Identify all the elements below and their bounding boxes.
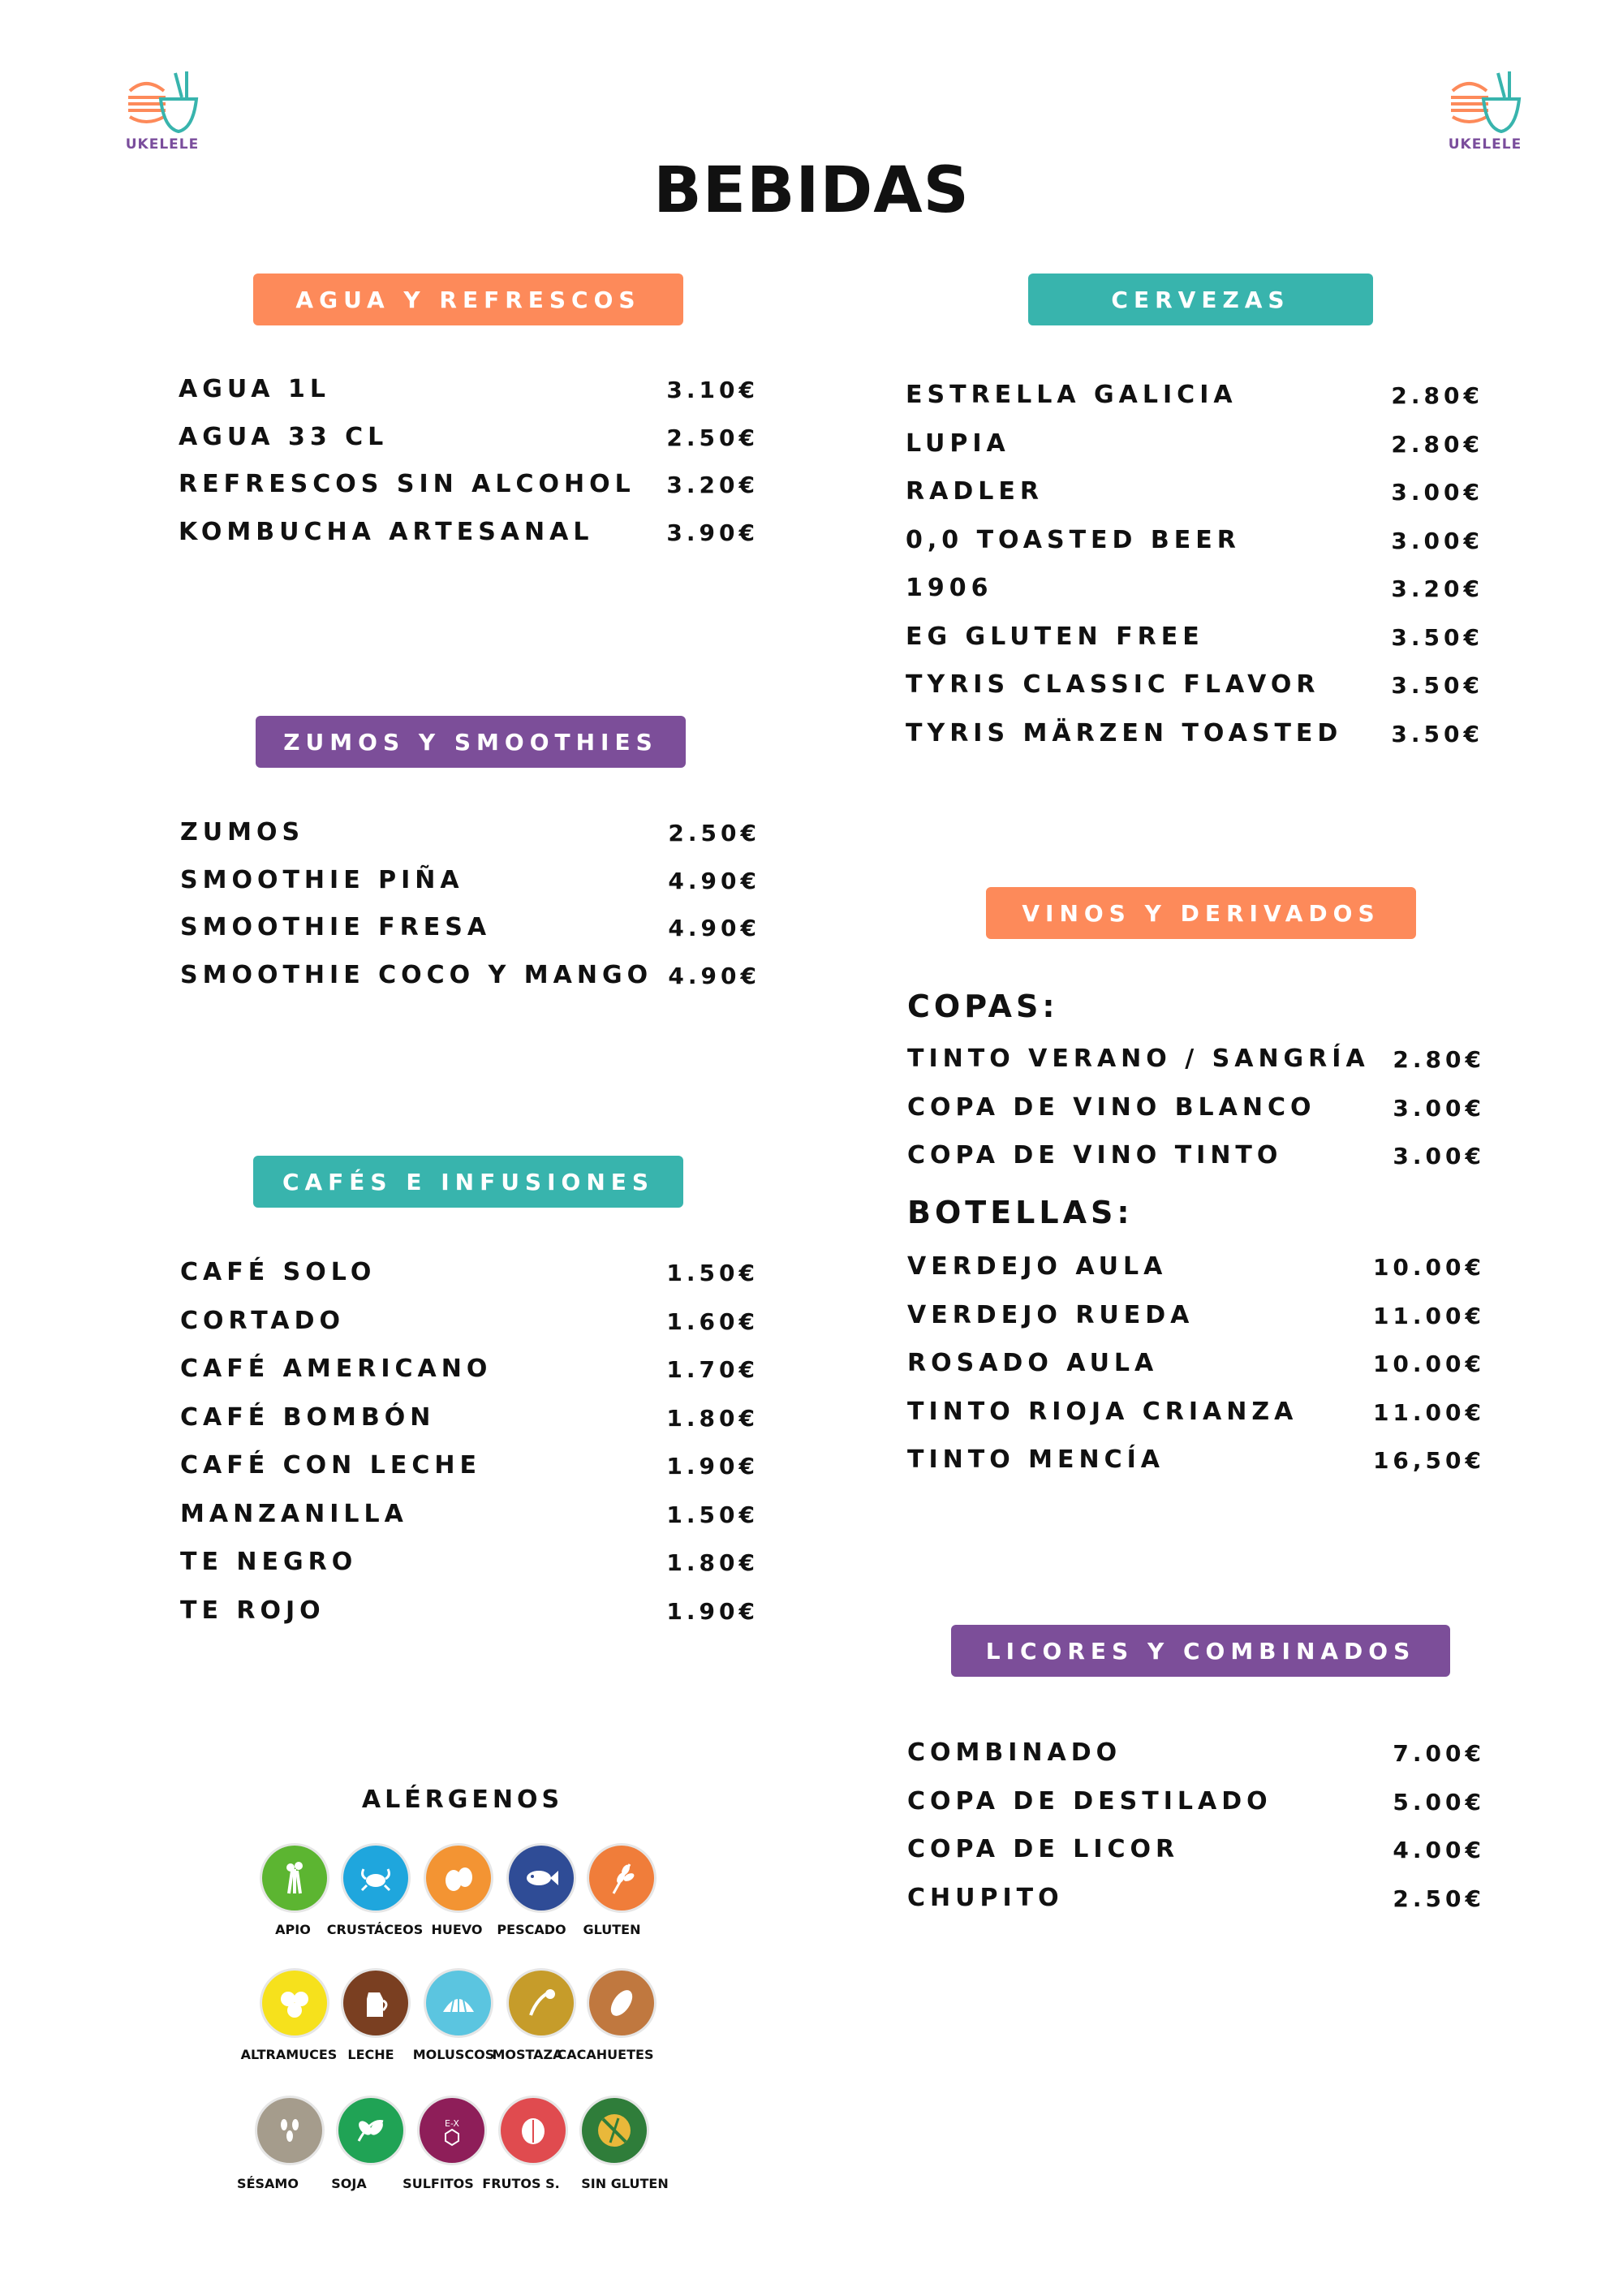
allergen-label: MOLUSCOS	[412, 2047, 495, 2062]
menu-item-price: 7.00€	[1393, 1740, 1485, 1767]
lupin-icon	[262, 1971, 327, 2035]
menu-item-name: KOMBUCHA ARTESANAL	[179, 518, 594, 546]
section-heading-zumos: ZUMOS Y SMOOTHIES	[256, 716, 686, 768]
menu-item-name: CAFÉ BOMBÓN	[180, 1403, 436, 1432]
svg-text:E-X: E-X	[445, 2118, 459, 2129]
section-heading-cervezas: CERVEZAS	[1028, 274, 1373, 325]
allergen-label: CACAHUETES	[557, 2047, 654, 2062]
menu-item-price: 1.90€	[666, 1598, 759, 1625]
brand-name: UKELELE	[125, 136, 200, 153]
menu-item-name: EG GLUTEN FREE	[906, 622, 1204, 651]
menu-item-price: 1.50€	[666, 1501, 759, 1528]
menu-item-price: 10.00€	[1372, 1350, 1485, 1377]
menu-item-price: 4.90€	[668, 963, 760, 989]
celery-icon	[262, 1846, 327, 1910]
allergen-label: CRUSTÁCEOS	[326, 1922, 424, 1937]
menu-item-price: 4.90€	[668, 868, 760, 894]
menu-item-name: SMOOTHIE PIÑA	[180, 866, 464, 894]
menu-item-price: 10.00€	[1372, 1254, 1485, 1281]
allergen-label: SIN GLUTEN	[581, 2176, 669, 2191]
milk-jug-icon	[343, 1971, 408, 2035]
allergens-title: ALÉRGENOS	[361, 1786, 564, 1814]
menu-item-name: MANZANILLA	[180, 1500, 408, 1528]
crab-icon	[343, 1846, 408, 1910]
menu-item-name: COPA DE LICOR	[907, 1835, 1180, 1863]
menu-item-price: 1.60€	[666, 1308, 759, 1335]
allergen-label: MOSTAZA	[492, 2047, 563, 2062]
allergen-label: APIO	[275, 1922, 311, 1937]
menu-item-name: CAFÉ CON LECHE	[180, 1451, 481, 1480]
mustard-icon	[509, 1971, 574, 2035]
menu-item-name: ZUMOS	[180, 818, 305, 846]
menu-item-name: TINTO MENCÍA	[907, 1445, 1165, 1474]
sesame-icon	[257, 2098, 322, 2163]
menu-item-name: TINTO RIOJA CRIANZA	[907, 1398, 1298, 1426]
menu-item-name: AGUA 1L	[179, 375, 330, 403]
menu-item-name: TE NEGRO	[180, 1548, 358, 1576]
menu-item-name: TYRIS MÄRZEN TOASTED	[906, 719, 1343, 747]
allergen-label: SÉSAMO	[237, 2176, 299, 2191]
menu-item-price: 2.50€	[668, 820, 760, 846]
allergen-label: LECHE	[347, 2047, 394, 2062]
menu-item-name: SMOOTHIE FRESA	[180, 913, 492, 941]
section-heading-licores: LICORES Y COMBINADOS	[951, 1625, 1450, 1677]
allergen-label: HUEVO	[431, 1922, 483, 1937]
menu-item-price: 3.00€	[1393, 1143, 1485, 1170]
menu-item-name: 1906	[906, 574, 993, 602]
section-heading-vinos: VINOS Y DERIVADOS	[986, 887, 1416, 939]
menu-item-name: SMOOTHIE COCO Y MANGO	[180, 961, 653, 989]
allergen-label: GLUTEN	[583, 1922, 641, 1937]
menu-item-name: AGUA 33 CL	[179, 423, 389, 451]
section-heading-agua: AGUA Y REFRESCOS	[253, 274, 683, 325]
menu-item-price: 1.50€	[666, 1260, 759, 1286]
peanut-icon	[589, 1971, 654, 2035]
menu-item-price: 1.80€	[666, 1405, 759, 1432]
menu-item-price: 3.20€	[666, 472, 759, 498]
menu-item-price: 3.50€	[1391, 672, 1483, 699]
allergen-label: SOJA	[331, 2176, 367, 2191]
menu-item-price: 3.00€	[1391, 528, 1483, 554]
sulphites-icon	[420, 2098, 484, 2163]
menu-item-price: 5.00€	[1393, 1789, 1485, 1816]
allergen-label: FRUTOS S.	[482, 2176, 560, 2191]
menu-item-name: COMBINADO	[907, 1738, 1122, 1767]
menu-item-name: TINTO VERANO / SANGRÍA	[907, 1045, 1370, 1073]
menu-item-price: 11.00€	[1372, 1303, 1485, 1329]
menu-item-price: 3.90€	[666, 519, 759, 546]
brand-logo-left	[122, 67, 203, 154]
wheat-icon	[589, 1846, 654, 1910]
menu-item-price: 3.50€	[1391, 721, 1483, 747]
gluten-free-icon	[582, 2098, 647, 2163]
soy-icon	[338, 2098, 403, 2163]
allergen-label: ALTRAMUCES	[240, 2047, 338, 2062]
egg-icon	[426, 1846, 491, 1910]
brand-name: UKELELE	[1448, 136, 1522, 153]
menu-item-price: 11.00€	[1372, 1399, 1485, 1426]
menu-item-name: CORTADO	[180, 1307, 346, 1335]
page-title: BEBIDAS	[653, 154, 970, 227]
menu-item-price: 1.70€	[666, 1356, 759, 1383]
brand-logo-right	[1444, 67, 1526, 154]
menu-item-price: 4.00€	[1393, 1837, 1485, 1863]
allergen-label: PESCADO	[497, 1922, 566, 1937]
burger-bowl-logo-icon	[1444, 67, 1526, 141]
menu-item-name: TYRIS CLASSIC FLAVOR	[906, 670, 1320, 699]
copas-label: COPAS:	[907, 989, 1059, 1024]
menu-item-name: LUPIA	[906, 429, 1010, 458]
menu-item-price: 3.00€	[1391, 479, 1483, 506]
menu-item-name: CAFÉ SOLO	[180, 1258, 377, 1286]
menu-item-name: RADLER	[906, 477, 1044, 506]
menu-item-name: 0,0 TOASTED BEER	[906, 526, 1241, 554]
menu-item-price: 2.50€	[1393, 1885, 1485, 1912]
menu-item-name: VERDEJO RUEDA	[907, 1301, 1195, 1329]
menu-item-price: 16,50€	[1372, 1447, 1485, 1474]
menu-item-price: 1.80€	[666, 1549, 759, 1576]
menu-item-price: 1.90€	[666, 1453, 759, 1480]
allergen-label: SULFITOS	[403, 2176, 474, 2191]
menu-item-name: TE ROJO	[180, 1596, 325, 1625]
menu-item-name: REFRESCOS SIN ALCOHOL	[179, 470, 635, 498]
menu-item-price: 3.00€	[1393, 1095, 1485, 1122]
menu-item-price: 2.80€	[1391, 382, 1483, 409]
menu-item-name: CHUPITO	[907, 1884, 1064, 1912]
botellas-label: BOTELLAS:	[907, 1195, 1134, 1230]
menu-item-price: 4.90€	[668, 915, 760, 941]
menu-item-name: ESTRELLA GALICIA	[906, 381, 1238, 409]
menu-item-price: 3.10€	[666, 377, 759, 403]
menu-item-price: 2.50€	[666, 424, 759, 451]
menu-item-price: 2.80€	[1391, 431, 1483, 458]
menu-item-name: COPA DE VINO TINTO	[907, 1141, 1283, 1170]
menu-item-name: COPA DE VINO BLANCO	[907, 1093, 1316, 1122]
menu-item-price: 3.50€	[1391, 624, 1483, 651]
nuts-icon	[501, 2098, 566, 2163]
menu-item-price: 3.20€	[1391, 575, 1483, 602]
menu-item-name: ROSADO AULA	[907, 1349, 1159, 1377]
fish-icon	[509, 1846, 574, 1910]
menu-item-name: COPA DE DESTILADO	[907, 1787, 1272, 1816]
burger-bowl-logo-icon	[122, 67, 203, 141]
shell-icon	[426, 1971, 491, 2035]
menu-item-name: VERDEJO AULA	[907, 1252, 1168, 1281]
menu-item-name: CAFÉ AMERICANO	[180, 1355, 493, 1383]
section-heading-cafes: CAFÉS E INFUSIONES	[253, 1156, 683, 1208]
menu-item-price: 2.80€	[1393, 1046, 1485, 1073]
